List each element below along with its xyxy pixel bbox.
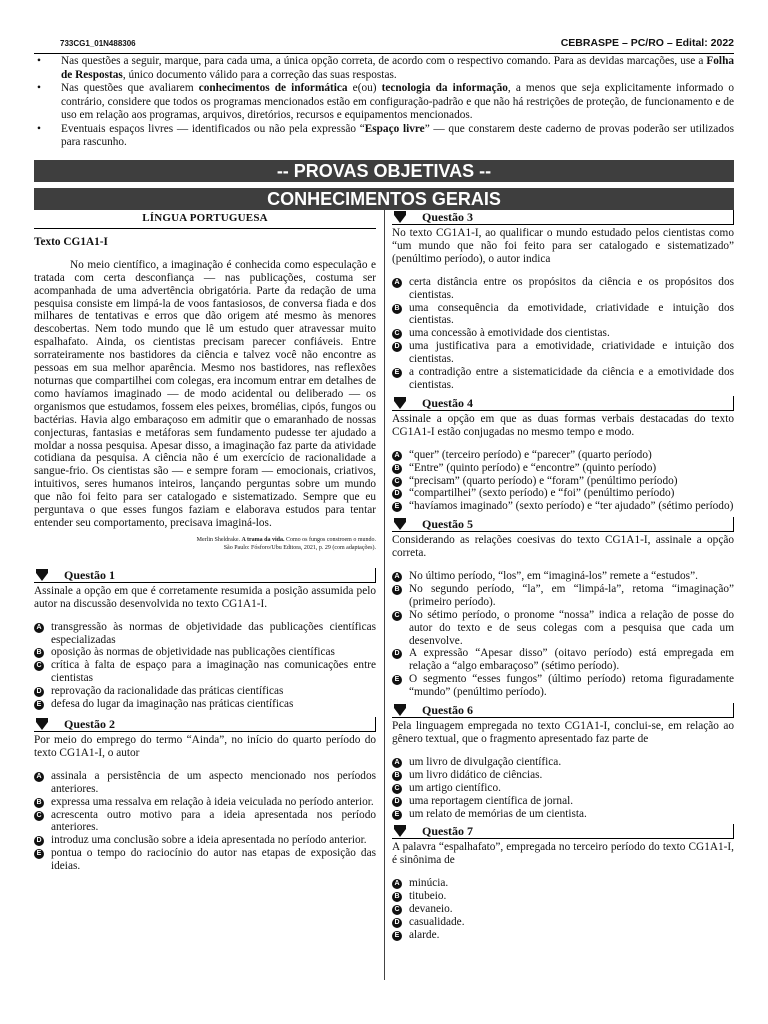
right-column	[392, 210, 734, 943]
option-letter-badge: D	[392, 489, 402, 499]
instructions-list	[34, 55, 734, 150]
questions-left	[34, 568, 376, 873]
answer-options	[392, 877, 734, 942]
option-letter-badge: D	[34, 687, 44, 697]
answer-option[interactable]	[392, 302, 734, 328]
question-header	[392, 824, 734, 839]
option-letter-badge: B	[392, 304, 402, 314]
option-letter-badge: A	[392, 572, 402, 582]
option-letter-badge: E	[392, 675, 402, 685]
answer-options	[392, 570, 734, 699]
option-letter-badge: A	[34, 623, 44, 633]
option-letter-badge: B	[392, 892, 402, 902]
question-label: Questão 4	[422, 395, 473, 410]
question-stem: Considerando as relações coesivas do texto CG1A1-I, assinale a opção correta.	[392, 534, 734, 560]
option-text: No sétimo período, o pronome “nossa” indica a relação de posse do autor do texto e de seus colegas com a pesquisa que cada um desenvolve.	[409, 608, 734, 647]
option-text: casualidade.	[409, 915, 465, 928]
option-letter-badge: C	[392, 905, 402, 915]
question-label: Questão 3	[422, 210, 473, 224]
question-stem: Pela linguagem empregada no texto CG1A1-I, conclui-se, em relação ao gênero textual, que o fragmento apresentado faz parte de	[392, 720, 734, 745]
answer-option[interactable]	[392, 929, 734, 942]
answer-option[interactable]	[34, 847, 376, 873]
option-text: defesa do lugar da imaginação nas práticas científicas	[51, 698, 294, 711]
answer-option[interactable]	[392, 609, 734, 648]
question-marker-icon	[394, 397, 406, 410]
option-text: uma reportagem científica de jornal.	[409, 794, 574, 807]
question-header	[392, 210, 734, 225]
answer-option[interactable]	[392, 366, 734, 392]
option-text: minúcia.	[409, 877, 449, 890]
option-letter-badge: B	[392, 585, 402, 595]
instruction-item: • Nas questões que avaliarem conhecimentos de informática e(ou) tecnologia da informação, a menos que seja explicitamente informado o contrário, considere que todos os programas mencionados estão em configuração-padrão e que não há restrições de proteção, de funcionamento e de uso em relação aos programas, arquivos, diretórios, recursos e equipamentos mencionados.	[34, 82, 734, 123]
option-letter-badge: C	[392, 329, 402, 339]
answer-option[interactable]	[392, 583, 734, 609]
option-letter-badge: A	[34, 772, 44, 782]
option-letter-badge: E	[392, 502, 402, 512]
option-text: O segmento “esses fungos” (último período) retoma figuradamente “mundo” (penúltimo período).	[409, 673, 734, 699]
option-letter-badge: D	[34, 836, 44, 846]
option-letter-badge: A	[392, 451, 402, 461]
question-label: Questão 7	[422, 824, 473, 839]
answer-option[interactable]	[392, 782, 734, 795]
option-letter-badge: C	[34, 661, 44, 671]
question-block	[34, 568, 376, 711]
answer-option[interactable]	[34, 659, 376, 685]
answer-options	[392, 756, 734, 821]
answer-option[interactable]	[34, 770, 376, 796]
question-marker-icon	[394, 211, 406, 224]
option-text: No segundo período, “la”, em “limpá-la”, retoma “imaginação” (primeiro período).	[409, 582, 734, 608]
answer-option[interactable]	[34, 809, 376, 835]
option-letter-badge: B	[34, 648, 44, 658]
option-text: reprovação da racionalidade das práticas científicas	[51, 685, 284, 698]
answer-options	[392, 276, 734, 392]
option-letter-badge: D	[392, 649, 402, 659]
answer-option[interactable]	[392, 795, 734, 808]
question-label: Questão 5	[422, 517, 473, 532]
option-letter-badge: B	[392, 464, 402, 474]
option-text: um artigo científico.	[409, 781, 501, 794]
option-letter-badge: A	[392, 278, 402, 288]
texto-title: Texto CG1A1-I	[34, 235, 108, 248]
option-text: transgressão às normas de objetividade das publicações científicas especializadas	[51, 620, 376, 646]
banner-conhecimentos-gerais: CONHECIMENTOS GERAIS	[34, 188, 734, 210]
option-text: “quer” (terceiro período) e “parecer” (quarto período)	[409, 448, 652, 461]
question-block	[392, 517, 734, 699]
answer-option[interactable]	[392, 570, 734, 583]
exam-edital: CEBRASPE – PC/RO – Edital: 2022	[560, 37, 734, 49]
option-text: um livro de divulgação científica.	[409, 755, 562, 768]
answer-option[interactable]	[392, 340, 734, 366]
option-text: uma consequência da emotividade, criatividade e intuição dos cientistas.	[409, 301, 734, 327]
banner-provas-objetivas: -- PROVAS OBJETIVAS --	[34, 160, 734, 182]
option-text: a contradição entre a sistematicidade da ciência e a emotividade dos cientistas.	[409, 366, 734, 391]
answer-option[interactable]	[392, 756, 734, 769]
question-block	[392, 703, 734, 820]
questions-right	[392, 210, 734, 942]
option-letter-badge: C	[392, 477, 402, 487]
question-marker-icon	[394, 704, 406, 717]
booklet-code: 733CG1_01N488306	[60, 39, 136, 48]
question-stem: No texto CG1A1-I, ao qualificar o mundo estudado pelos cientistas como “um mundo que não foi feito para ser catalogado e sistematizado” (penúltimo período), o autor indica	[392, 227, 734, 265]
option-text: No último período, “los”, em “imaginá-los” remete a “estudos”.	[409, 570, 698, 583]
answer-options	[34, 770, 376, 873]
question-marker-icon	[36, 718, 48, 731]
answer-option[interactable]	[34, 685, 376, 698]
answer-option[interactable]	[392, 890, 734, 903]
question-stem: A palavra “espalhafato”, empregada no terceiro período do texto CG1A1-I, é sinônima de	[392, 841, 734, 867]
option-text: uma justificativa para a emotividade, criatividade e intuição dos cientistas.	[409, 340, 734, 366]
option-text: um relato de memórias de um cientista.	[409, 807, 587, 820]
option-text: uma concessão à emotividade dos cientistas.	[409, 327, 610, 340]
option-letter-badge: C	[392, 611, 402, 621]
answer-option[interactable]	[34, 698, 376, 711]
texto-paragraph: No meio científico, a imaginação é conhecida como especulação e tratada com certa desconfiança — nas publicações, costuma ser acompanhada de uma advertência obrigatória. Parte da redação de uma pesquisa consiste em limpá-la de voos fantasiosos, de conversa fiada e dos milhares de tentativas e erros que dão origem até mesmo às menores descobertas. Nem todo mundo que lê um estudo quer atravessar muito espalhafato. Ainda, os cientistas precisam parecer confiáveis. Entre sorrateiramente nos bastidores da ciência e talvez você não encontre as pessoas em sua melhor aparência. Mesmo nos bastidores, nas reflexões noturnas que compartilhei com colegas, era incomum entrar em detalhes de como havíamos imaginado — de modo acidental ou deliberado — os organismos que estudamos, fossem eles peixes, bromélias, cipós, fungos ou bactérias. Havia algo embaraçoso em admitir que o emaranhado de nossas conjecturas, fantasias e metáforas sem fundamento pudesse ter ajudado a moldar a nossa pesquisa. Apesar disso, a imaginação faz parte da atividade cotidiana da pesquisa. A ciência não é um exercício de racionalidade a sangue-frio. Os cientistas são — e sempre foram — emocionais, criativos, intuitivos, seres humanos inteiros, lançando perguntas sobre um mundo que não foi feito para ser catalogado e sistematizado. Sempre que eu perguntava o que esses fungos faziam e elaborava estudos para tentar entender seu comportamento, precisava imaginá-los.	[34, 258, 376, 529]
instruction-item: • Nas questões a seguir, marque, para cada uma, a única opção correta, de acordo com o respectivo comando. Para as devidas marcações, use a Folha de Respostas, único documento válido para a correção das suas respostas.	[34, 55, 734, 82]
section-title: LÍNGUA PORTUGUESA	[34, 210, 376, 229]
question-block	[34, 717, 376, 873]
option-letter-badge: D	[392, 918, 402, 928]
option-text: A expressão “Apesar disso” (oitavo período) está empregada em relação a “algo embaraçoso” (sétimo período).	[409, 647, 734, 673]
answer-option[interactable]	[392, 673, 734, 699]
answer-option[interactable]	[392, 877, 734, 890]
question-marker-icon	[394, 518, 406, 531]
question-marker-icon	[394, 825, 406, 838]
option-text: assinala a persistência de um aspecto mencionado nos períodos anteriores.	[51, 769, 376, 795]
question-label: Questão 2	[64, 717, 115, 731]
answer-option[interactable]	[392, 808, 734, 821]
option-letter-badge: A	[392, 758, 402, 768]
option-letter-badge: C	[34, 811, 44, 821]
option-text: expressa uma ressalva em relação à ideia veiculada no período anterior.	[51, 795, 374, 808]
option-text: “Entre” (quinto período) e “encontre” (quinto período)	[409, 461, 657, 474]
option-letter-badge: D	[392, 342, 402, 352]
answer-option[interactable]	[392, 487, 734, 500]
answer-option[interactable]	[392, 500, 734, 513]
column-divider	[384, 210, 385, 980]
answer-options	[392, 449, 734, 514]
answer-option[interactable]	[34, 646, 376, 659]
answer-option[interactable]	[392, 475, 734, 488]
question-header	[392, 517, 734, 532]
question-header	[392, 703, 734, 718]
answer-option[interactable]	[392, 449, 734, 462]
question-marker-icon	[36, 569, 48, 582]
option-letter-badge: E	[392, 810, 402, 820]
option-text: “havíamos imaginado” (sexto período) e “ter ajudado” (sétimo período)	[409, 500, 734, 513]
answer-options	[34, 621, 376, 711]
option-letter-badge: D	[392, 797, 402, 807]
answer-option[interactable]	[392, 327, 734, 340]
option-text: oposição às normas de objetividade nas publicações científicas	[51, 646, 335, 659]
option-letter-badge: E	[34, 700, 44, 710]
option-letter-badge: B	[392, 771, 402, 781]
question-stem: Por meio do emprego do termo “Ainda”, no início do quarto período do texto CG1A1-I, o autor	[34, 734, 376, 759]
option-letter-badge: B	[34, 798, 44, 808]
answer-option[interactable]	[392, 916, 734, 929]
question-header	[34, 568, 376, 583]
option-text: titubeio.	[409, 890, 447, 903]
question-block	[392, 824, 734, 941]
question-header	[392, 396, 734, 411]
answer-option[interactable]	[392, 276, 734, 302]
option-letter-badge: E	[34, 849, 44, 859]
answer-option[interactable]	[392, 903, 734, 916]
page-header	[34, 37, 734, 54]
option-letter-badge: E	[392, 931, 402, 941]
question-header	[34, 717, 376, 732]
option-text: pontua o tempo do raciocínio do autor nas etapas de exposição das ideias.	[51, 847, 376, 873]
answer-option[interactable]	[34, 621, 376, 647]
question-stem: Assinale a opção em que as duas formas verbais destacadas do texto CG1A1-I estão conjugadas no mesmo tempo e modo.	[392, 412, 734, 438]
option-letter-badge: A	[392, 879, 402, 889]
option-text: alarde.	[409, 928, 440, 941]
option-text: crítica à falta de espaço para a imaginação nas comunicações entre cientistas	[51, 659, 376, 685]
instruction-item: • Eventuais espaços livres — identificados ou não pela expressão “Espaço livre” — que constarem deste caderno de provas poderão ser utilizados para rascunho.	[34, 123, 734, 150]
option-text: “compartilhei” (sexto período) e “foi” (penúltimo período)	[409, 487, 675, 500]
answer-option[interactable]	[392, 462, 734, 475]
texto-source: Merlin Sheldrake. A trama da vida. Como os fungos constroem o mundo. São Paulo: Fósforo/Ubu Editora, 2021, p. 29 (com adaptações).	[196, 536, 376, 551]
option-text: introduz uma conclusão sobre a ideia apresentada no período anterior.	[51, 834, 367, 847]
option-text: devaneio.	[409, 903, 453, 916]
question-stem: Assinale a opção em que é corretamente resumida a posição assumida pelo autor na discussão desenvolvida no texto CG1A1-I.	[34, 584, 376, 610]
option-text: “precisam” (quarto período) e “foram” (penúltimo período)	[409, 474, 678, 487]
answer-option[interactable]	[392, 647, 734, 673]
option-letter-badge: E	[392, 368, 402, 378]
option-text: acrescenta outro motivo para a ideia apresentada nos período anteriores.	[51, 808, 376, 834]
option-text: certa distância entre os propósitos da ciência e os propósitos dos cientistas.	[409, 275, 734, 301]
left-column	[34, 210, 376, 874]
texto-body	[34, 259, 376, 530]
question-block	[392, 210, 734, 392]
answer-option[interactable]	[34, 796, 376, 809]
answer-option[interactable]	[392, 769, 734, 782]
answer-option[interactable]	[34, 834, 376, 847]
question-block	[392, 396, 734, 513]
question-label: Questão 6	[422, 703, 473, 718]
option-letter-badge: C	[392, 784, 402, 794]
option-text: um livro didático de ciências.	[409, 768, 543, 781]
question-label: Questão 1	[64, 567, 115, 582]
